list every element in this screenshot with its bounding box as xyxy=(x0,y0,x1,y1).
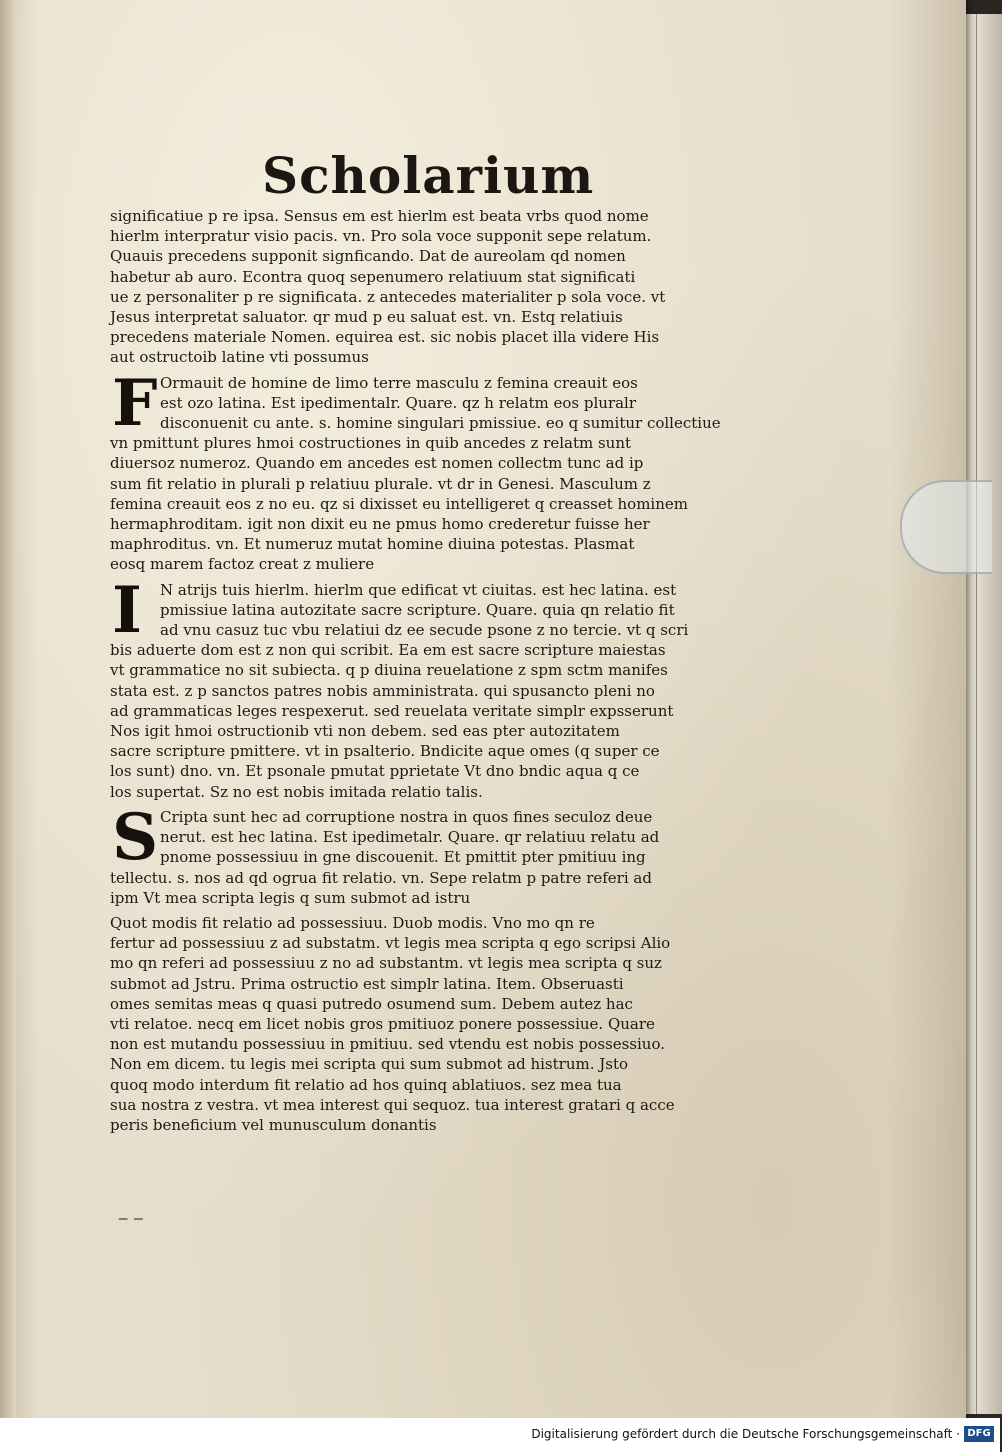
text-line: mo qn referi ad possessiuu z no ad substantm. vt legis mea scripta q suz xyxy=(110,954,662,973)
text-line: Non em dicem. tu legis mei scripta qui sum submot ad histrum. Jsto xyxy=(110,1055,629,1074)
text-line: sua nostra z vestra. vt mea interest qui sequoz. tua interest gratari q acce xyxy=(110,1095,675,1114)
text-line: vn pmittunt plures hmoi costructiones in quib ancedes z relatm sunt xyxy=(110,434,632,453)
text-line: bis aduerte dom est z non qui scribit. Ea em est sacre scripture maiestas xyxy=(110,641,666,660)
text-line: vt grammatice no sit subiecta. q p diuina reuelatione z spm sctm manifes xyxy=(110,661,668,680)
paragraph xyxy=(110,365,721,575)
text-line: Ormauit de homine de limo terre masculu z femina creauit eos xyxy=(160,373,638,392)
text-line: quoq modo interdum fit relatio ad hos quinq ablatiuos. sez mea tua xyxy=(110,1075,622,1094)
text-line: ipm Vt mea scripta legis q sum submot ad istru xyxy=(110,888,471,907)
text-line: precedens materiale Nomen. equirea est. sic nobis placet illa videre His xyxy=(110,328,660,347)
text-line: non est mutandu possessiuu in pmitiuu. sed vtendu est nobis possessiuo. xyxy=(110,1035,665,1054)
text-line: ue z personaliter p re significata. z antecedes materialiter p sola voce. vt xyxy=(110,287,666,306)
text-line: est ozo latina. Est ipedimentalr. Quare. qz h relatm eos pluralr xyxy=(160,393,637,412)
page-mark: ‒ ‒ xyxy=(118,1208,144,1227)
text-line: nerut. est hec latina. Est ipedimetalr. Quare. qr relatiuu relatu ad xyxy=(160,828,660,847)
text-line: hermaphroditam. igit non dixit eu ne pmus homo crederetur fuisse her xyxy=(110,515,650,534)
text-line: stata est. z p sanctos patres nobis amministrata. qui spusancto pleni no xyxy=(110,681,655,700)
text-line: pmissiue latina autozitate sacre scripture. Quare. quia qn relatio fit xyxy=(160,600,675,619)
text-line: Nos igit hmoi ostructionib vti non debem. sed eas pter autozitatem xyxy=(110,722,620,741)
page-clip xyxy=(900,480,992,574)
dfg-logo: DFG xyxy=(964,1426,994,1442)
text-line: N atrijs tuis hierlm. hierlm que edificat vt ciuitas. est hec latina. est xyxy=(160,580,677,599)
text-line: ad grammaticas leges respexerut. sed reuelata veritate simplr expsserunt xyxy=(110,701,674,720)
text-line: maphroditus. vn. Et numeruz mutat homine diuina potestas. Plasmat xyxy=(110,535,635,554)
text-line: vti relatoe. necq em licet nobis gros pmitiuoz ponere possessiue. Quare xyxy=(110,1014,655,1033)
text-line: femina creauit eos z no eu. qz si dixisset eu intelligeret q creasset hominem xyxy=(110,494,688,513)
text-line: los supertat. Sz no est nobis imitada relatio talis. xyxy=(110,782,483,801)
paragraph xyxy=(110,206,710,368)
text-line: ad vnu casuz tuc vbu relatiui dz ee secude psone z no tercie. vt q scri xyxy=(160,621,689,640)
text-line: Quot modis fit relatio ad possessiuu. Duob modis. Vno mo qn re xyxy=(110,913,595,932)
text-line: significatiue p re ipsa. Sensus em est hierlm est beata vrbs quod nome xyxy=(110,207,649,225)
text-line: eosq marem factoz creat z muliere xyxy=(110,555,375,574)
text-line: los sunt) dno. vn. Et psonale pmutat pprietate Vt dno bndic aqua q ce xyxy=(110,762,640,781)
text-line: Jesus interpretat saluator. qr mud p eu saluat est. vn. Estq relatiuis xyxy=(110,308,623,327)
text-line: sum fit relatio in plurali p relatiuu plurale. vt dr in Genesi. Masculum z xyxy=(110,474,651,493)
text-line: Quauis precedens supponit signficando. Dat de aureolam qd nomen xyxy=(110,247,626,266)
main-text xyxy=(110,206,721,1140)
text-line: Cripta sunt hec ad corruptione nostra in quos fines seculoz deue xyxy=(160,807,653,826)
digitization-footer xyxy=(0,1418,1000,1452)
paragraph xyxy=(110,799,710,908)
text-line: habetur ab auro. Econtra quoq sepenumero relatiuum stat significati xyxy=(110,267,636,286)
page-gutter xyxy=(0,0,16,1418)
back-page-stack xyxy=(960,14,1002,1414)
text-line: pnome possessiuu in gne discouenit. Et pmittit pter pmitiuu ing xyxy=(160,848,646,867)
text-line: sacre scripture pmittere. vt in psalterio. Bndicite aque omes (q super ce xyxy=(110,742,660,761)
paragraph xyxy=(110,572,710,802)
text-line: diuersoz numeroz. Quando em ancedes est nomen collectm tunc ad ip xyxy=(110,454,644,473)
text-line: fertur ad possessiuu z ad substatm. vt legis mea scripta q ego scripsi Alio xyxy=(110,934,671,953)
initial-capital: I xyxy=(112,572,142,648)
text-line: hierlm interpratur visio pacis. vn. Pro sola voce supponit sepe relatum. xyxy=(110,227,652,246)
text-line: peris beneficium vel munusculum donantis xyxy=(110,1115,437,1134)
text-line: submot ad Jstru. Prima ostructio est simplr latina. Item. Obseruasti xyxy=(110,974,624,993)
paragraph xyxy=(110,913,710,1135)
text-line: omes semitas meas q quasi putredo osumend sum. Debem autez hac xyxy=(110,994,633,1013)
footer-credit: Digitalisierung gefördert durch die Deutsche Forschungsgemeinschaft · xyxy=(531,1427,960,1441)
page-title: Scholarium xyxy=(262,146,595,205)
initial-capital: S xyxy=(112,799,159,875)
initial-capital: F xyxy=(112,365,158,441)
text-line: tellectu. s. nos ad qd ogrua fit relatio. vn. Sepe relatm p patre referi ad xyxy=(110,868,652,887)
text-line: disconuenit cu ante. s. homine singulari pmissiue. eo q sumitur collectiue xyxy=(160,414,721,433)
text-line: aut ostructoib latine vti possumus xyxy=(110,348,369,367)
